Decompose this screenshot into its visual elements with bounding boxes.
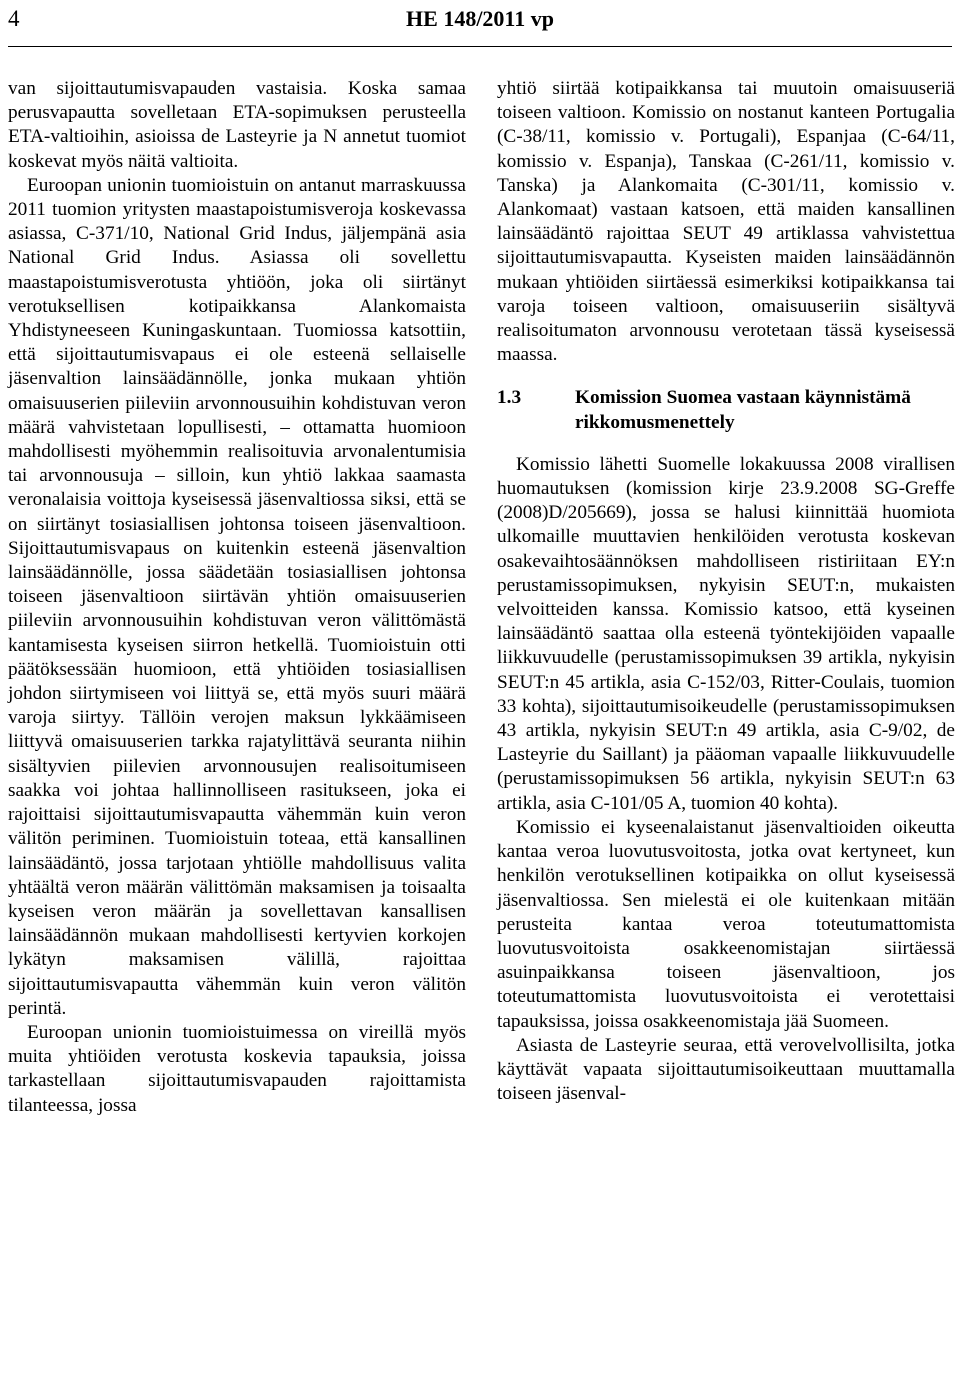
paragraph: Komissio ei kyseenalaistanut jäsenvaltioiden oikeutta kantaa veroa luovutusvoitosta, jotka ovat kertyneet, kun henkilön verotuksellinen kotipaikka on ollut kyseisessä jäsenvaltiossa. Sen mielestä ei ole kuitenkaan mitään perusteita kantaa veroa toteutumattomista luovutusvoitoista osakkeenomistajan siirtäessä asuinpaikkansa toiseen jäsenvaltioon, jos toteutumattomista luovutusvoitoista ei verotettaisi tapauksissa, joissa osakkeenomistaja jää Suomeen. <box>497 816 955 1032</box>
left-column <box>8 77 466 1118</box>
document-id: HE 148/2011 vp <box>406 6 554 31</box>
header-rule <box>8 46 952 47</box>
section-heading <box>497 386 955 434</box>
page-number: 4 <box>8 6 20 31</box>
section-title: Komission Suomea vastaan käynnistämä rikkomusmenettely <box>575 387 911 433</box>
paragraph: Asiasta de Lasteyrie seuraa, että verovelvollisilta, jotka käyttävät vapaata sijoittautumisoikeuttaan muuttamalla toiseen jäsenval- <box>497 1034 955 1105</box>
paragraph: Euroopan unionin tuomioistuin on antanut marraskuussa 2011 tuomion yritysten maastapoistumisveroja koskevassa asiassa, C-371/10, National Grid Indus, jäljempänä asia National Grid Indus. Asiassa oli sovellettu maastapoistumisverotusta yhtiöön, joka oli siirtänyt verotuksellisen kotipaikkansa Alankomaista Yhdistyneeseen Kuningaskuntaan. Tuomiossa katsottiin, että sijoittautumisvapaus ei ole esteenä sellaiselle jäsenvaltion lainsäädännölle, jonka mukaan yhtiön omaisuuserien piileviin arvonnousuihin kohdistuvan veron määrä vahvistetaan lopullisesti, – ottamatta huomioon mahdollisesti myöhemmin realisoituvia arvonalentumisia tai arvonnousuja – silloin, kun yhtiö lakkaa saamasta veronalaisia voittoja kyseisessä jäsenvaltiossa siksi, että se on siirtänyt tosiasiallisen johtonsa toiseen jäsenvaltioon. Sijoittautumisvapaus on kuitenkin esteenä jäsenvaltion lainsäädännölle, jossa säädetään tosiasiallisen johtonsa toiseen jäsenvaltioon siirtävän yhtiön omaisuuserien piileviin arvonnousuihin kohdistuvan veron välittömästä kantamisesta kyseisen siirron hetkellä. Tuomioistuin otti päätöksessään huomioon, että yhtiöiden tosiasiallisen johdon siirtymiseen voi liittyä se, että myös suuri määrä varoja siirtyy. Tällöin verojen maksun lykkäämiseen liittyvä omaisuuserien tarkka rajatylittävä seuranta niihin sisältyvien piilevien arvonnousujen realisoitumiseen saakka voi johtaa hallinnolliseen rasitukseen, joka ei rajoittaisi sijoittautumisvapautta vähemmän kuin veron välitön periminen. Tuomioistuin toteaa, että kansallinen lainsäädäntö, jossa tarjotaan yhtiölle mahdollisuus valita yhtäältä veron määrän välittömän maksamisen ja toisaalta kyseisen veron määrän ja sovellettavan kansallisen lainsäädännön mukaan mahdollisesti kertyvien korkojen lykätyn maksamisen välillä, rajoittaa sijoittautumisvapautta vähemmän kuin veron välitön perintä. <box>8 174 466 1019</box>
paragraph: Euroopan unionin tuomioistuimessa on vireillä myös muita yhtiöiden verotusta koskevia tapauksia, joissa tarkastellaan sijoittautumisvapauden rajoittamista tilanteessa, jossa <box>8 1021 466 1116</box>
paragraph: Komissio lähetti Suomelle lokakuussa 2008 virallisen huomautuksen (komission kirje 23.9.2008 SG-Greffe (2008)D/205669), jossa se halusi kiinnittää huomiota ulkomaille muuttavien henkilöiden verotusta koskevan osakevaihtosäännöksen mahdolliseen ristiriitaan EY:n perustamissopimuksen, nykyisin SEUT:n, mukaisten velvoitteiden kanssa. Komissio katsoo, että kyseinen lainsäädäntö saattaa olla esteenä työntekijöiden vapaalle liikkuvuudelle (perustamissopimuksen 39 artikla, nykyisin SEUT:n 45 artikla, asia C-152/03, Ritter-Coulais, tuomion 33 kohta), sijoittautumisoikeudelle (perustamissopimuksen 43 artikla, nykyisin SEUT:n 49 artikla, asia C-9/02, de Lasteyrie du Saillant) ja pääoman vapaalle liikkuvuudelle (perustamissopimuksen 56 artikla, nykyisin SEUT:n 63 artikla, asia C-101/05 A, tuomion 40 kohta). <box>497 453 955 814</box>
right-column <box>497 77 955 1106</box>
section-number: 1.3 <box>497 387 522 409</box>
paragraph: yhtiö siirtää kotipaikkansa tai muutoin omaisuuseriä toiseen valtioon. Komissio on nostanut kanteen Portugalia (C-38/11, komissio v. Portugali), Espanjaa (C-64/11, komissio v. Espanja), Tanskaa (C-261/11, komissio v. Tanska) ja Alankomaita (C-301/11, komissio v. Alankomaat) vastaan katsoen, että maiden kansallinen lainsäädäntö rajoittaa SEUT 49 artiklassa vahvistettua sijoittautumisvapautta. Kyseisten maiden lainsäädännön mukaan yhtiöiden siirtäessä esimerkiksi kotipaikkansa tai varoja toiseen valtioon, omaisuuseriin sisältyvä realisoitumaton arvonnousu verotetaan tässä kyseisessä maassa. <box>497 78 955 366</box>
paragraph: van sijoittautumisvapauden vastaisia. Koska samaa perusvapautta sovelletaan ETA-sopimuksen perusteella ETA-valtioihin, asioissa de Lasteyrie ja N annetut tuomiot koskevat myös näitä valtioita. <box>8 78 466 172</box>
